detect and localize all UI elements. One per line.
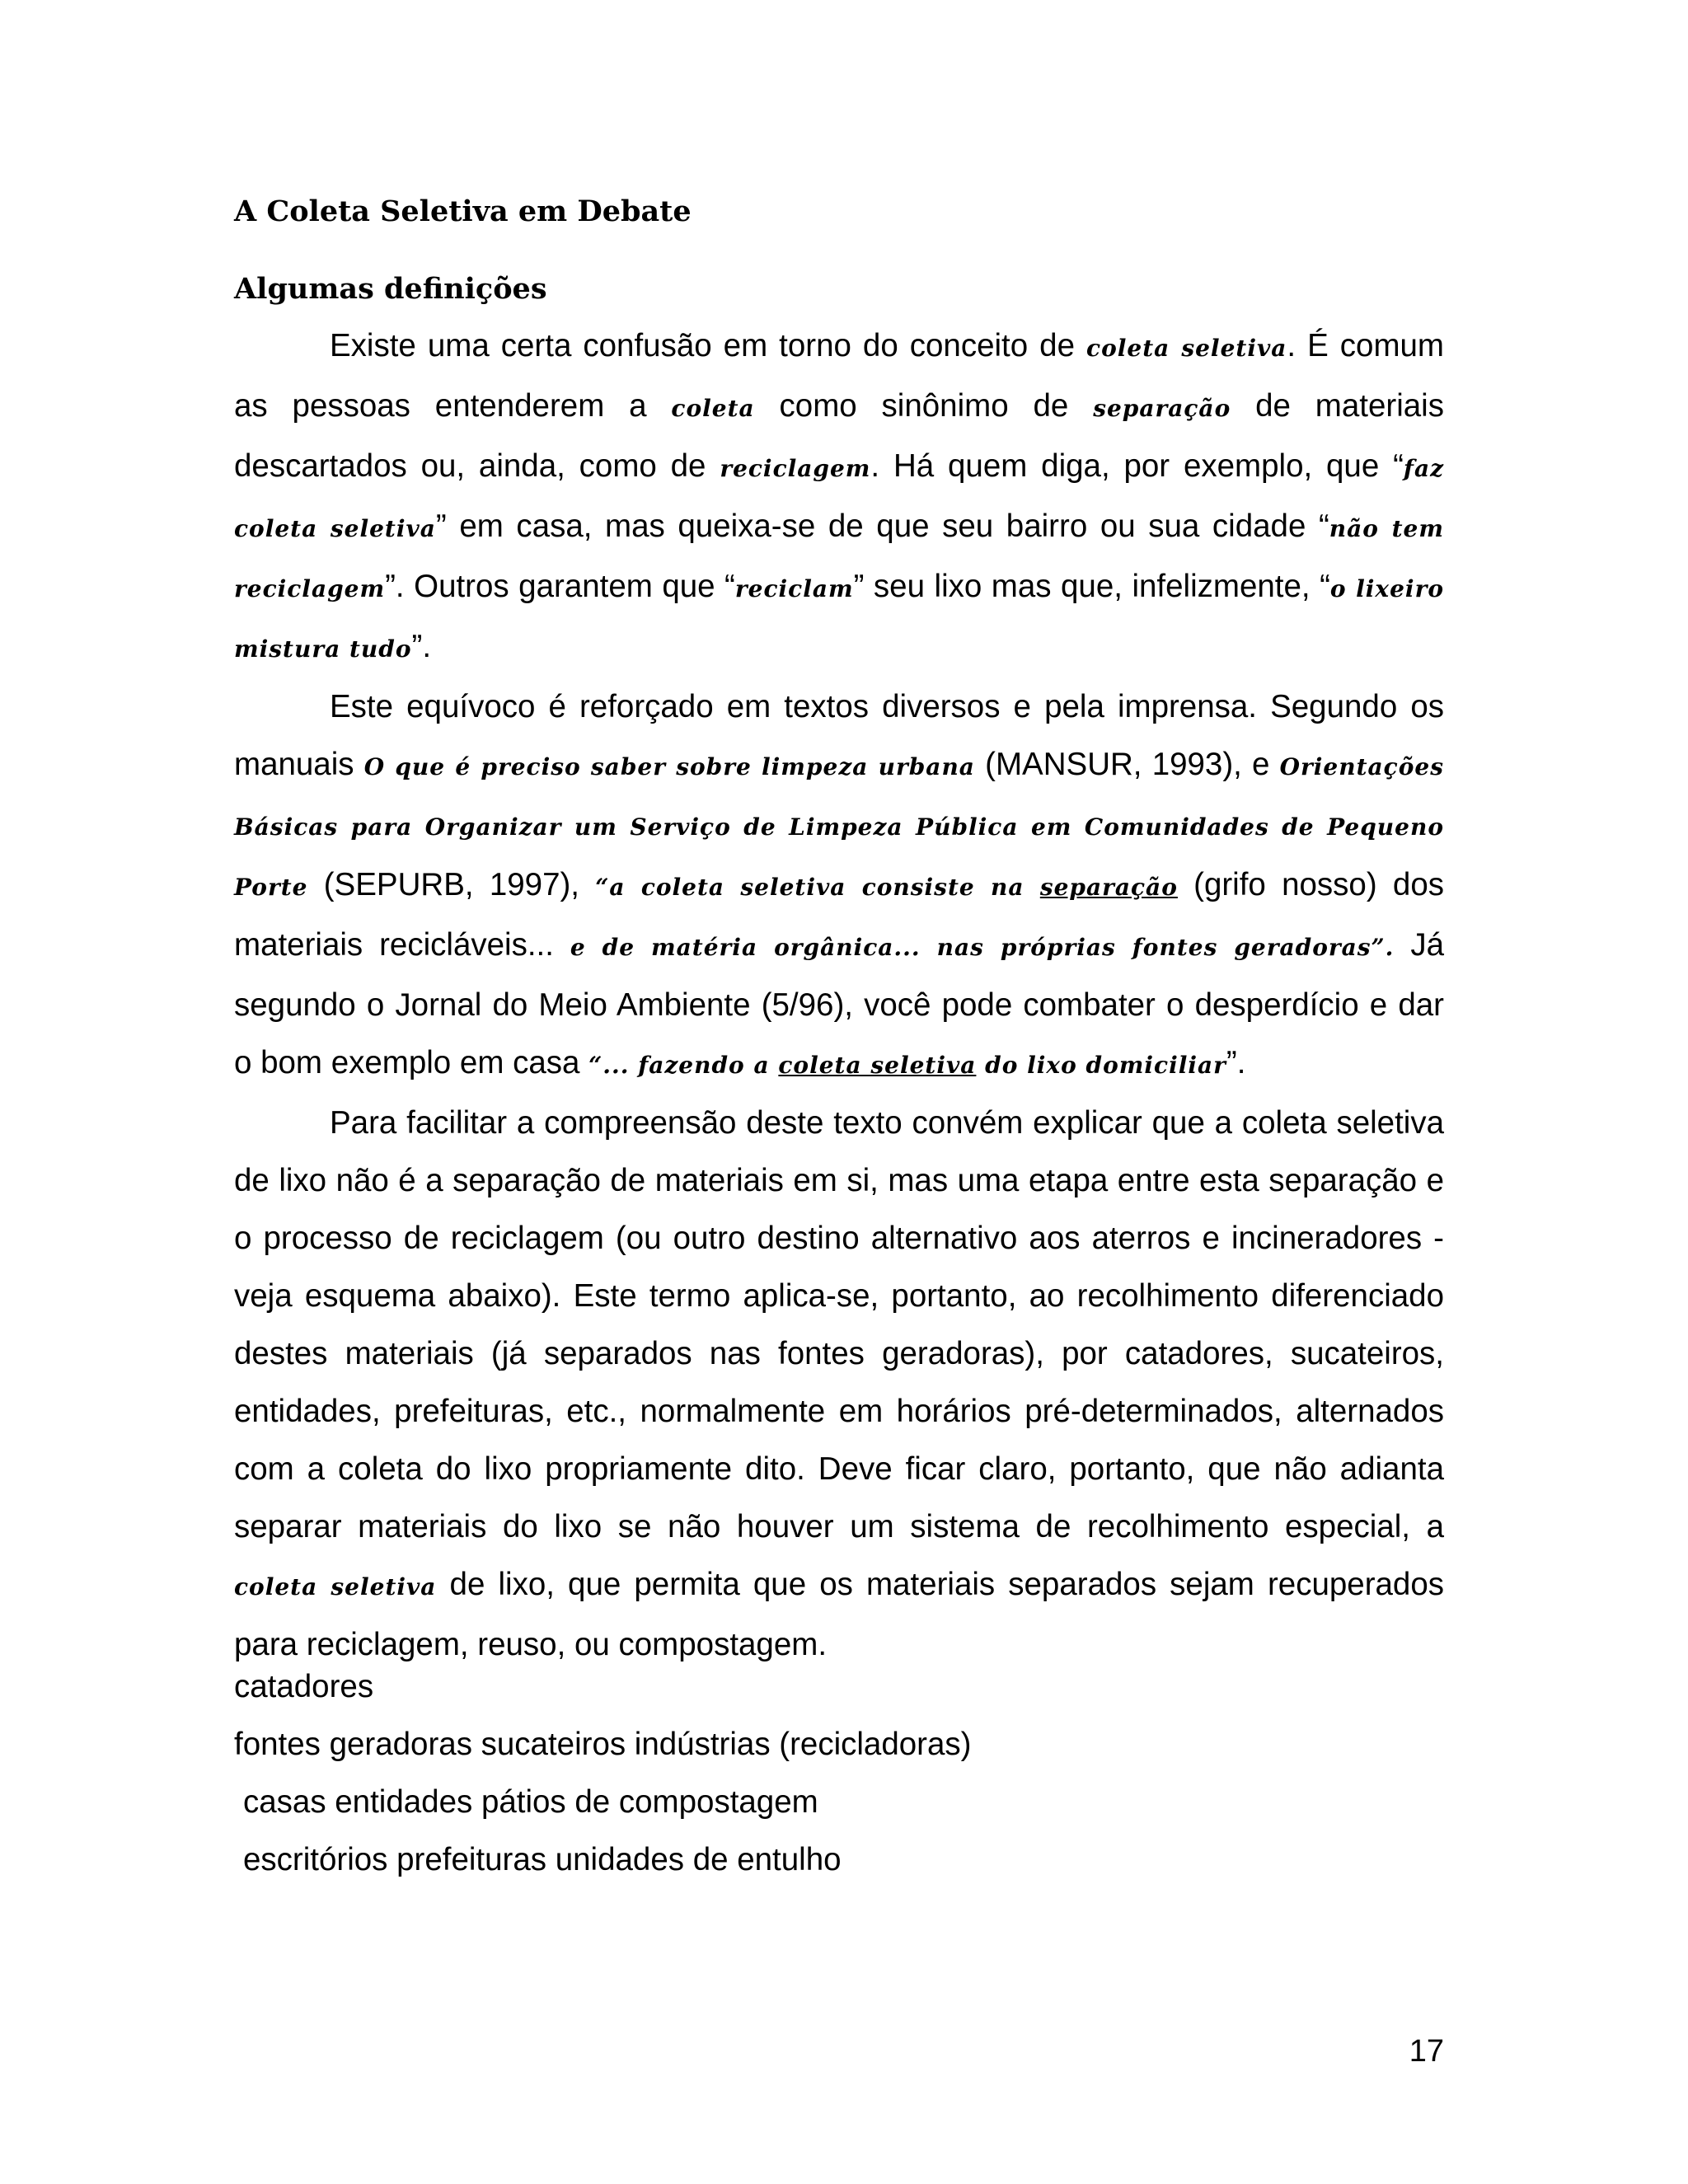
script-book-title: O que é preciso saber sobre limpeza urbana: [363, 753, 975, 780]
text-run: ” seu lixo mas que, infelizmente, “: [853, 569, 1330, 604]
script-quote-underlined: separação: [1039, 874, 1178, 901]
page-number: 17: [1409, 2034, 1444, 2069]
text-run: de lixo, que permita que os materiais separados sejam recuperados para reciclagem, reuso, ou compostagem.: [234, 1567, 1445, 1662]
script-quote: e de matéria orgânica... nas próprias fontes geradoras”.: [570, 934, 1395, 961]
script-quote-underlined: coleta seletiva: [778, 1052, 977, 1079]
text-run: (MANSUR, 1993), e: [974, 747, 1280, 782]
text-run: ”. Outros garantem que “: [385, 569, 735, 604]
text-run: Existe uma certa confusão em torno do conceito de: [330, 328, 1087, 363]
script-book-title: Orientações Básicas para Organizar um Serviço de Limpeza Pública em Comunidades de Pequeno Porte: [234, 753, 1444, 901]
script-quote: reciclam: [734, 575, 854, 602]
body-text: [234, 317, 1444, 1674]
text-run: . É comum as pessoas entenderem a: [234, 328, 1445, 424]
script-term: coleta seletiva: [234, 1573, 437, 1601]
scheme-diagram: [234, 1658, 971, 1889]
text-run: de materiais descartados ou, ainda, como de: [234, 388, 1444, 484]
text-run: (grifo nosso) dos materiais recicláveis...: [234, 867, 1444, 963]
text-run: Este equívoco é reforçado em textos diversos e pela imprensa. Segundo os manuais: [234, 689, 1444, 782]
script-quote: “... fazendo a: [588, 1052, 779, 1079]
script-quote: do lixo domiciliar: [976, 1052, 1226, 1079]
script-term: coleta: [671, 395, 755, 422]
script-quote: não tem reciclagem: [234, 515, 1444, 602]
text-run: como sinônimo de: [754, 388, 1094, 424]
paragraph-1: [234, 317, 1444, 678]
diagram-line: catadores: [234, 1669, 374, 1704]
diagram-line: escritórios prefeituras unidades de entulho: [243, 1842, 842, 1877]
text-run: (SEPURB, 1997),: [307, 867, 596, 902]
script-quote: o lixeiro mistura tudo: [234, 575, 1444, 663]
section-subtitle: Algumas definições: [234, 272, 547, 306]
paragraph-3: [234, 1094, 1444, 1674]
script-term: reciclagem: [720, 455, 871, 482]
script-term: separação: [1093, 395, 1231, 422]
text-run: ”.: [1226, 1045, 1246, 1080]
diagram-line: casas entidades pátios de compostagem: [243, 1784, 818, 1820]
text-run: ”.: [411, 629, 432, 664]
text-run: Para facilitar a compreensão deste texto convém explicar que a coleta seletiva de lixo não é a separação de materiais em si, mas uma etapa entre esta separação e o processo de reciclagem (ou outro destino alternativo aos aterros e incineradores - veja esquema abaixo). Este termo aplica-se, portanto, ao recolhimento diferenciado destes materiais (já separados nas fontes geradoras), por catadores, sucateiros, entidades, prefeituras, etc., normalmente em horários pré-determinados, alternados com a coleta do lixo propriamente dito. Deve ficar claro, portanto, que não adianta separar materiais do lixo se não houver um sistema de recolhimento especial, a: [234, 1105, 1444, 1544]
diagram-line: fontes geradoras sucateiros indústrias (recicladoras): [234, 1727, 972, 1762]
script-term: coleta seletiva: [1086, 335, 1287, 362]
section-title: A Coleta Seletiva em Debate: [234, 194, 692, 228]
paragraph-2: [234, 678, 1444, 1094]
script-quote: faz coleta seletiva: [234, 455, 1444, 542]
script-quote: “a coleta seletiva consiste na: [595, 874, 1040, 901]
text-run: Já segundo o Jornal do Meio Ambiente (5/96), você pode combater o desperdício e dar o bom exemplo em casa: [234, 927, 1444, 1080]
text-run: . Há quem diga, por exemplo, que “: [870, 448, 1404, 484]
text-run: ” em casa, mas queixa-se de que seu bairro ou sua cidade “: [435, 509, 1329, 544]
